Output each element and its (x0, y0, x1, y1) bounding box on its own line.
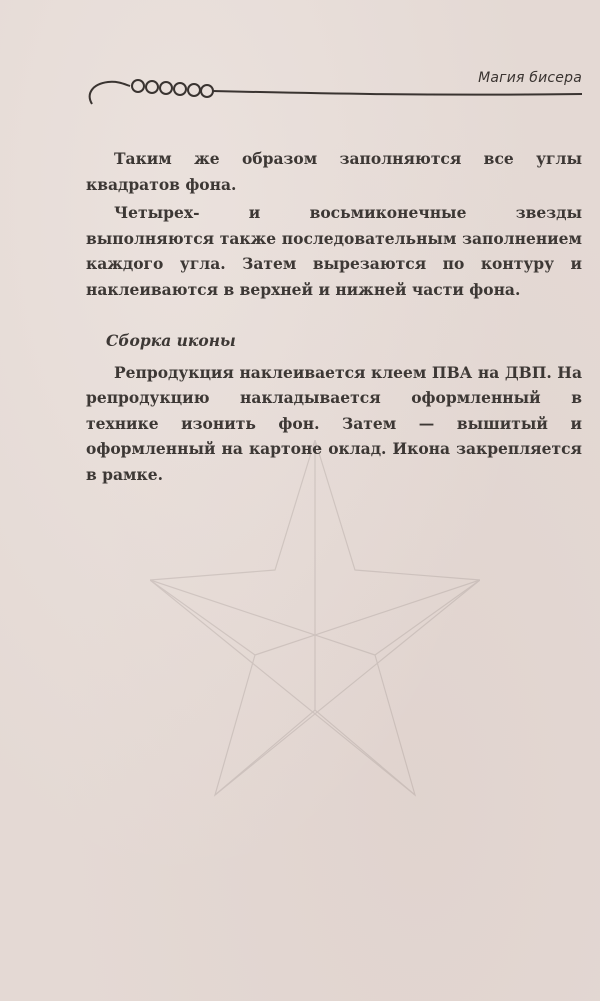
page-body (86, 146, 582, 487)
paragraph-3: Репродукция наклеивается клеем ПВА на ДВП. На репродукцию накладывается оформленный в технике изонить фон. Затем — вышитый и оформленный на картоне оклад. Икона закрепляется в рамке. (86, 362, 582, 484)
running-head: Магия бисера (478, 70, 582, 86)
bead-string-ornament (0, 0, 600, 130)
faint-star-pattern (150, 440, 480, 800)
paragraph-2: Четырех- и восьмиконечные звезды выполняются также последовательным заполнением каждого угла. Затем вырезаются по контуру и наклеиваются в верхней и нижней части фона. (86, 203, 582, 299)
section-title: Сборка иконы (106, 331, 236, 350)
paragraph-1: Таким же образом заполняются все углы квадратов фона. (86, 149, 582, 194)
